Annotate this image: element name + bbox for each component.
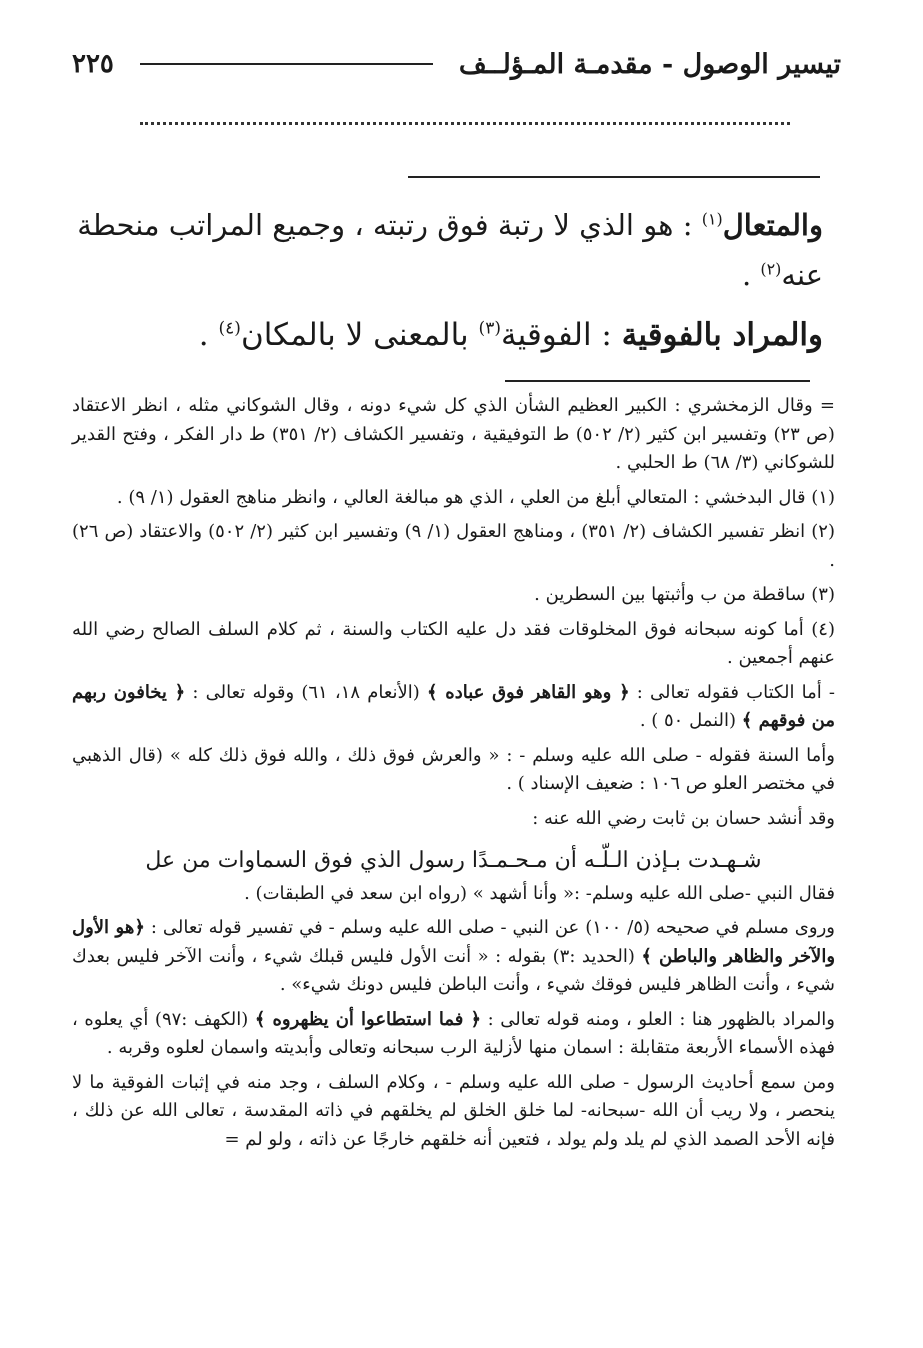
footnotes	[72, 392, 835, 1160]
header-title: تيسير الوصول - مقدمـة المـؤلــف	[458, 48, 841, 80]
header-rule	[140, 63, 433, 65]
footnote-ref-4: (٤)	[218, 318, 241, 339]
zuhur-text-a: والمراد بالظهور هنا : العلو ، ومنه قوله تعالى :	[481, 1008, 836, 1030]
footnote-4-sunna: وأما السنة فقوله - صلى الله عليه وسلم - : « والعرش فوق ذلك ، والله فوق ذلك كله » (قال الذهبي في مختصر العلو ص ١٠٦ : ضعيف الإسناد ) .	[72, 744, 835, 794]
footnote-4-nabi: فقال النبي -صلى الله عليه وسلم- :« وأنا أشهد » (رواه ابن سعد في الطبقات) .	[244, 882, 835, 904]
quran-quote-4: ﴿ فما استطاعوا أن يظهروه ﴾	[254, 1008, 482, 1030]
footnote-ref-1: (١)	[701, 209, 723, 229]
term-mutaal: والمتعال	[722, 208, 823, 242]
kitab-text-c: (النمل ٥٠ ) .	[639, 710, 742, 731]
top-rule	[408, 176, 820, 178]
footnote-continuation: = وقال الزمخشري : الكبير العظيم الشأن الذي كل شيء دونه ، وقال الشوكاني مثله ، انظر الاعتقاد (ص ٢٣) وتفسير ابن كثير (٢/ ٥٠٢) ط التوفيقية ، وتفسير الكشاف (٢/ ٣٥١) ط دار الفكر ، وفتح القدير للشوكاني (٣/ ٦٨) ط الحلبي .	[72, 395, 835, 473]
page-number: ٢٢٥	[72, 49, 114, 79]
muslim-text-b: (الحديد :٣) بقوله : « أنت الأول فليس قبلك شيء ، وأنت الآخر فليس بعدك شيء ، وأنت الظاهر فليس فوقك شيء ، وأنت الباطن فليس دونك شيء» .	[72, 945, 835, 995]
zuhur-text-b: (الكهف :٩٧) أي يعلوه ، فهذه الأسماء الأربعة متقابلة : اسمان منها لأزلية الرب سبحانه وتعالى وأبديته واسمان لعلوه وقربه .	[72, 1008, 835, 1058]
quran-quote-1: ﴿ وهو القاهر فوق عباده ﴾	[427, 681, 630, 703]
footnote-4-hassan: وقد أنشد حسان بن ثابت رضي الله عنه :	[532, 807, 835, 829]
footnote-4-muslim	[72, 914, 835, 1000]
term-fawqiyya: والمراد بالفوقية	[621, 317, 823, 353]
footnote-4-last: ومن سمع أحاديث الرسول - صلى الله عليه وسلم - ، وكلام السلف ، وجد منه في إثبات الفوقية ما لا ينحصر ، ولا ريب أن الله -سبحانه- لما خلق الخلق لم يخلقهم في ذاته المقدسة ، تعالى الله عن ذلك ، فإنه الأحد الصمد الذي لم يلد ولم يولد ، فتعين أنه خلقهم خارجًا عن ذاته ، ولو لم =	[72, 1071, 835, 1150]
footnote-2: (٢) انظر تفسير الكشاف (٢/ ٣٥١) ، ومناهج العقول (١/ ٩) وتفسير ابن كثير (٢/ ٥٠٢) والاعتقاد (ص ٢٦) .	[72, 521, 835, 571]
poem-verse: شـهـدت بـإذن الـلّـه أن مـحـمـدًا رسول الذي فوق السماوات من عل	[145, 848, 762, 873]
dotted-separator	[140, 122, 790, 139]
main-paragraph-2	[75, 310, 823, 360]
footnote-4-zuhur	[72, 1006, 835, 1063]
main-end-2: .	[198, 317, 219, 353]
main-text-2b: بالمعنى لا بالمكان	[240, 317, 479, 353]
main-paragraph-1	[75, 200, 823, 300]
quran-quote-3: ﴿هو الأول والآخر والظاهر والباطن ﴾	[72, 917, 836, 967]
footnote-4-kitab	[72, 679, 835, 736]
main-text-2a: : الفوقية	[501, 317, 622, 353]
footnote-ref-3: (٣)	[478, 318, 502, 339]
footnote-rule	[505, 380, 810, 382]
footnote-1: (١) قال البدخشي : المتعالي أبلغ من العلي ، الذي هو مبالغة العالي ، وانظر مناهج العقول (١/ ٩) .	[116, 486, 835, 508]
running-header	[72, 44, 841, 84]
main-end-1: .	[741, 258, 761, 292]
quran-quote-2: ﴿ يخافون ربهم من فوقهم ﴾	[72, 681, 835, 731]
muslim-text-a: وروى مسلم في صحيحه (٥/ ١٠٠) عن النبي - صلى الله عليه وسلم - في تفسير قوله تعالى :	[144, 917, 835, 938]
kitab-text-a: - أما الكتاب فقوله تعالى :	[629, 681, 836, 703]
footnote-4: (٤) أما كونه سبحانه فوق المخلوقات فقد دل عليه الكتاب والسنة ، ثم كلام السلف الصالح رضي الله عنهم أجمعين .	[72, 618, 835, 668]
footnote-ref-2: (٢)	[760, 259, 782, 279]
kitab-text-b: (الأنعام ١٨، ٦١) وقوله تعالى :	[185, 681, 427, 703]
main-text-1: : هو الذي لا رتبة فوق رتبته ، وجميع المراتب منحطة عنه	[77, 208, 823, 292]
footnote-3: (٣) ساقطة من ب وأثبتها بين السطرين .	[534, 584, 835, 605]
